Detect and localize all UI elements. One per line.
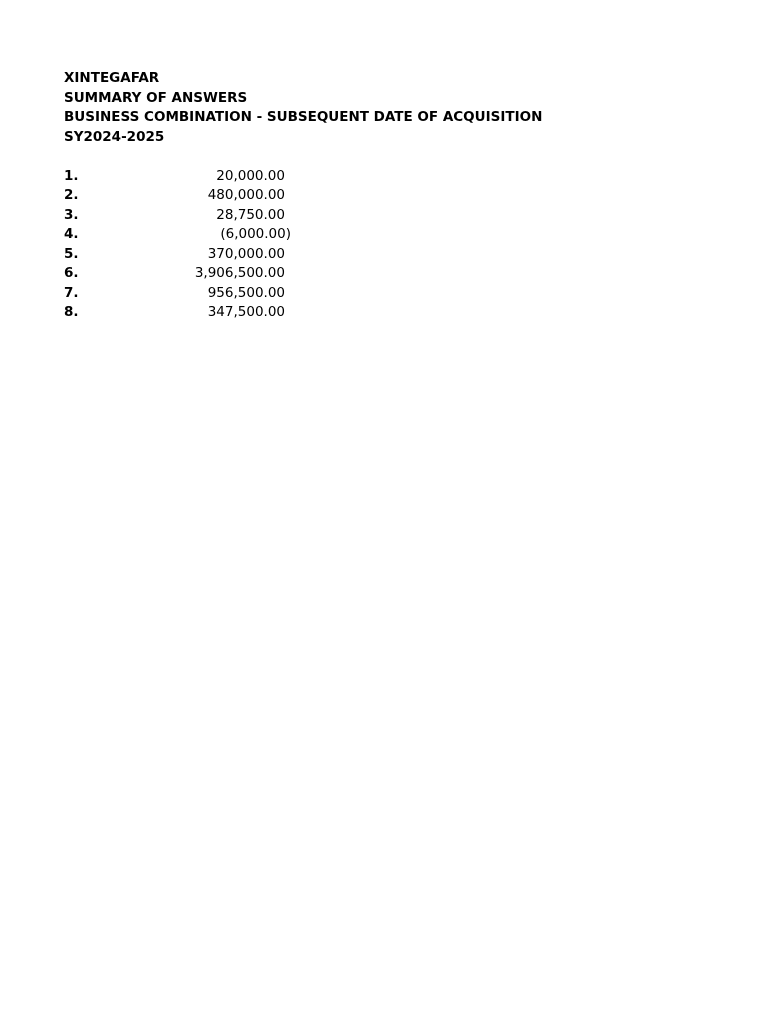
answer-row: [64, 264, 304, 284]
answer-number: 3.: [64, 206, 79, 223]
answer-value: (6,000.00): [220, 226, 291, 242]
document-topic: BUSINESS COMBINATION - SUBSEQUENT DATE OF ACQUISITION: [64, 109, 543, 125]
answer-number: 1.: [64, 167, 79, 184]
document: [64, 69, 542, 323]
answer-value: 370,000.00: [207, 245, 285, 262]
answers-list: [64, 167, 542, 323]
answer-row: [64, 225, 304, 245]
answer-value: 480,000.00: [207, 187, 285, 203]
answer-value: 956,500.00: [207, 284, 285, 301]
answer-number: 6.: [64, 265, 79, 281]
answer-value: 3,906,500.00: [194, 265, 285, 281]
answer-row: [64, 206, 304, 226]
answer-row: [64, 303, 304, 323]
school-year: SY2024-2025: [64, 128, 165, 145]
answer-row: [64, 186, 304, 206]
answer-row: [64, 245, 304, 265]
answer-value: 20,000.00: [216, 167, 285, 184]
company-name: XINTEGAFAR: [64, 70, 160, 86]
answer-number: 8.: [64, 304, 79, 320]
blank-row: [64, 147, 542, 167]
answer-value: 347,500.00: [207, 304, 285, 320]
document-subtitle: SUMMARY OF ANSWERS: [64, 89, 248, 106]
answer-row: [64, 167, 304, 187]
answer-value: 28,750.00: [216, 206, 285, 223]
answer-number: 7.: [64, 284, 79, 301]
answer-number: 2.: [64, 187, 79, 203]
answer-number: 4.: [64, 226, 79, 242]
answer-row: [64, 284, 304, 304]
answer-number: 5.: [64, 245, 79, 262]
